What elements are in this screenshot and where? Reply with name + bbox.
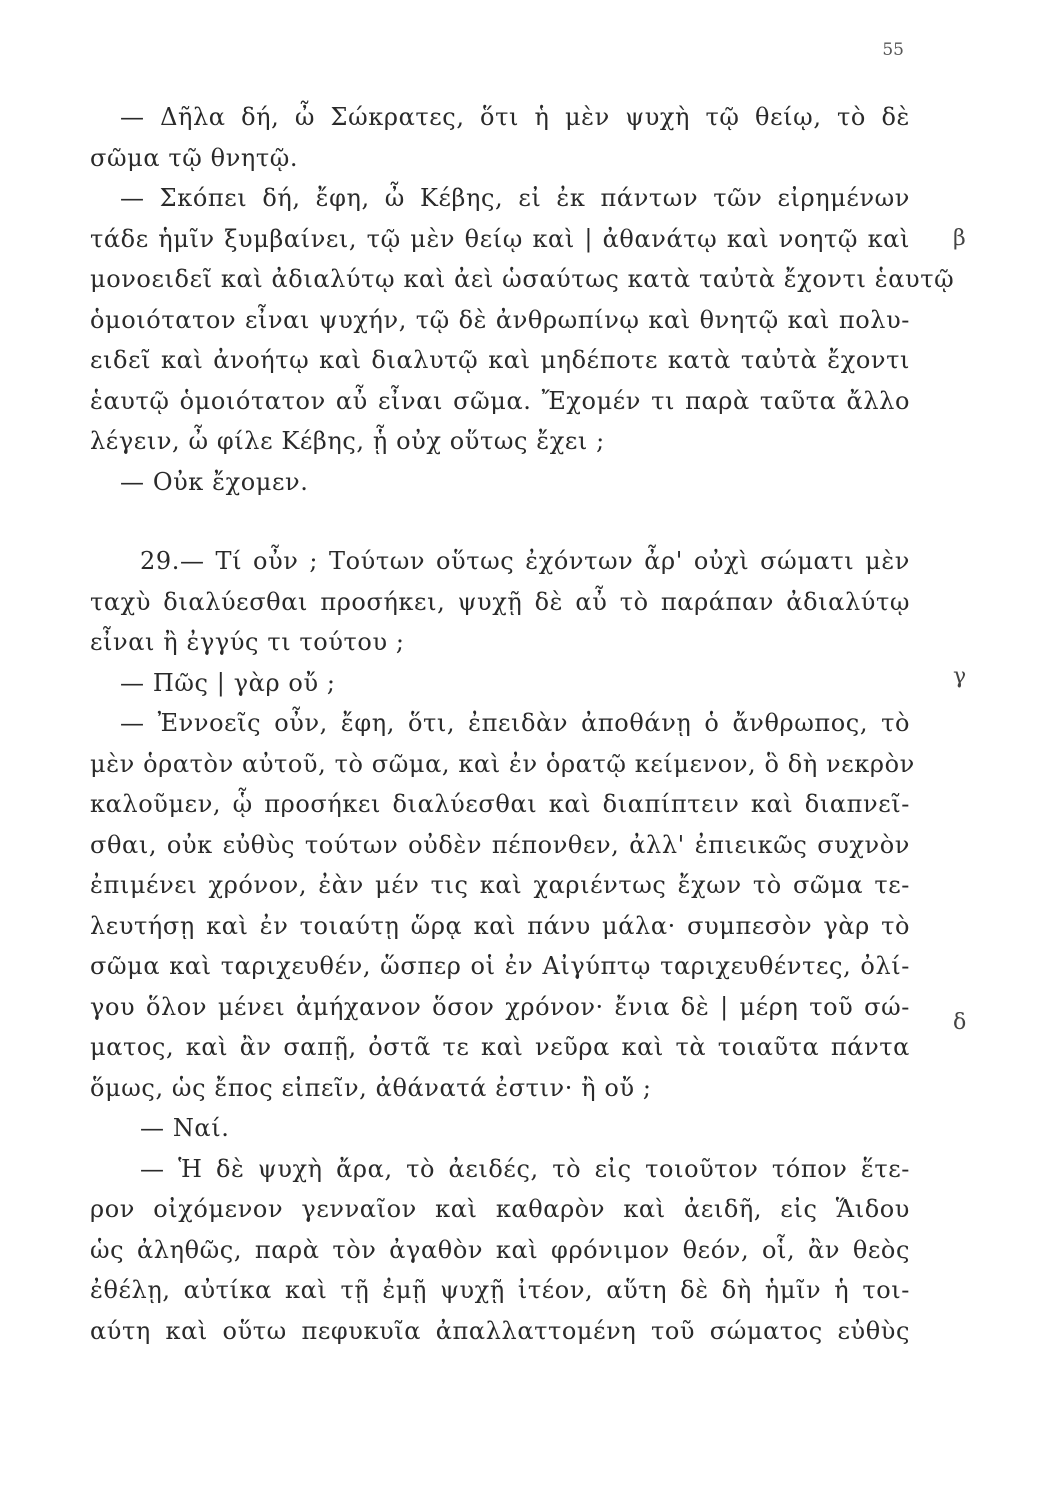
text-line: ἐπιμένει χρόνον, ἐὰν μέν τις καὶ χαριέντως ἔχων τὸ σῶμα τε- xyxy=(90,871,910,899)
text-line: λέγειν, ὦ φίλε Κέβης, ᾗ οὐχ οὕτως ἔχει ; xyxy=(90,427,605,455)
text-line: — Ναί. xyxy=(140,1114,230,1142)
text-block-section-29 xyxy=(90,541,915,1351)
page-number: 55 xyxy=(882,40,904,60)
text-line: γου ὅλον μένει ἀμήχανον ὅσον χρόνον· ἔνια δὲ | μέρη τοῦ σώ- xyxy=(90,992,910,1021)
text-line: — Ἐννοεῖς οὖν, ἔφη, ὅτι, ἐπειδὰν ἀποθάνῃ ὁ ἄνθρωπος, τὸ xyxy=(120,709,910,737)
text-line: ὁμοιότατον εἶναι ψυχήν, τῷ δὲ ἀνθρωπίνῳ καὶ θνητῷ καὶ πολυ- xyxy=(90,305,910,334)
text-line: τάδε ἡμῖν ξυμβαίνει, τῷ μὲν θείῳ καὶ | ἀθανάτῳ καὶ νοητῷ καὶ xyxy=(90,224,910,253)
text-line: — Δῆλα δή, ὦ Σώκρατες, ὅτι ἡ μὲν ψυχὴ τῷ θείῳ, τὸ δὲ xyxy=(120,103,910,131)
text-line: μονοειδεῖ καὶ ἀδιαλύτῳ καὶ ἀεὶ ὡσαύτως κατὰ ταὐτὰ ἔχοντι ἑαυτῷ xyxy=(90,265,955,293)
text-line: ὅμως, ὡς ἔπος εἰπεῖν, ἀθάνατά ἐστιν· ἢ οὔ ; xyxy=(90,1073,652,1102)
text-line: ἑαυτῷ ὁμοιότατον αὖ εἶναι σῶμα. Ἔχομέν τι παρὰ ταῦτα ἄλλο xyxy=(90,386,910,415)
margin-marker-delta: δ xyxy=(953,1010,967,1035)
text-line: μὲν ὁρατὸν αὐτοῦ, τὸ σῶμα, καὶ ἐν ὁρατῷ κείμενον, ὃ δὴ νεκρὸν xyxy=(90,749,915,778)
text-line: αύτη καὶ οὕτω πεφυκυῖα ἀπαλλαττομένη τοῦ σώματος εὐθὺς xyxy=(90,1316,910,1345)
text-line: σῶμα καὶ ταριχευθέν, ὥσπερ οἱ ἐν Αἰγύπτῳ ταριχευθέντες, ὀλί- xyxy=(90,952,910,980)
text-line: σῶμα τῷ θνητῷ. xyxy=(90,143,299,172)
text-line: ειδεῖ καὶ ἀνοήτῳ καὶ διαλυτῷ καὶ μηδέποτε κατὰ ταὐτὰ ἔχοντι xyxy=(90,346,910,374)
text-line: ματος, καὶ ἂν σαπῇ, ὀστᾶ τε καὶ νεῦρα καὶ τὰ τοιαῦτα πάντα xyxy=(90,1033,910,1061)
text-line: — Οὐκ ἔχομεν. xyxy=(120,467,309,496)
text-line: εἶναι ἢ ἐγγύς τι τούτου ; xyxy=(90,628,405,656)
text-line: λευτήσῃ καὶ ἐν τοιαύτῃ ὥρᾳ καὶ πάνυ μάλα· συμπεσὸν γὰρ τὸ xyxy=(90,911,910,940)
text-line: — Πῶς | γὰρ οὔ ; xyxy=(120,668,336,697)
text-line: ρον οἰχόμενον γενναῖον καὶ καθαρὸν καὶ ἀειδῆ, εἰς Ἅιδου xyxy=(90,1195,910,1223)
text-line: — Σκόπει δή, ἔφη, ὦ Κέβης, εἰ ἐκ πάντων τῶν εἰρημένων xyxy=(120,184,910,212)
text-line: ὡς ἀληθῶς, παρὰ τὸν ἀγαθὸν καὶ φρόνιμον θεόν, οἷ, ἂν θεὸς xyxy=(90,1235,910,1264)
text-block-dialogue-1 xyxy=(90,97,955,502)
text-line: — Ἡ δὲ ψυχὴ ἄρα, τὸ ἀειδές, τὸ εἰς τοιοῦτον τόπον ἕτε- xyxy=(140,1154,910,1183)
section-number-line: 29.— Τί οὖν ; Τούτων οὕτως ἐχόντων ἆρ' οὐχὶ σώματι μὲν xyxy=(140,547,910,575)
text-line: ἐθέλῃ, αὐτίκα καὶ τῇ ἐμῇ ψυχῇ ἰτέον, αὕτη δὲ δὴ ἡμῖν ἡ τοι- xyxy=(90,1276,910,1304)
margin-marker-beta: β xyxy=(953,226,966,251)
text-line: καλοῦμεν, ᾧ προσήκει διαλύεσθαι καὶ διαπίπτειν καὶ διαπνεῖ- xyxy=(90,790,910,818)
text-line: σθαι, οὐκ εὐθὺς τούτων οὐδὲν πέπονθεν, ἀλλ' ἐπιεικῶς συχνὸν xyxy=(90,830,910,859)
margin-marker-gamma: γ xyxy=(953,664,967,689)
text-line: ταχὺ διαλύεσθαι προσήκει, ψυχῇ δὲ αὖ τὸ παράπαν ἀδιαλύτῳ xyxy=(90,587,910,616)
